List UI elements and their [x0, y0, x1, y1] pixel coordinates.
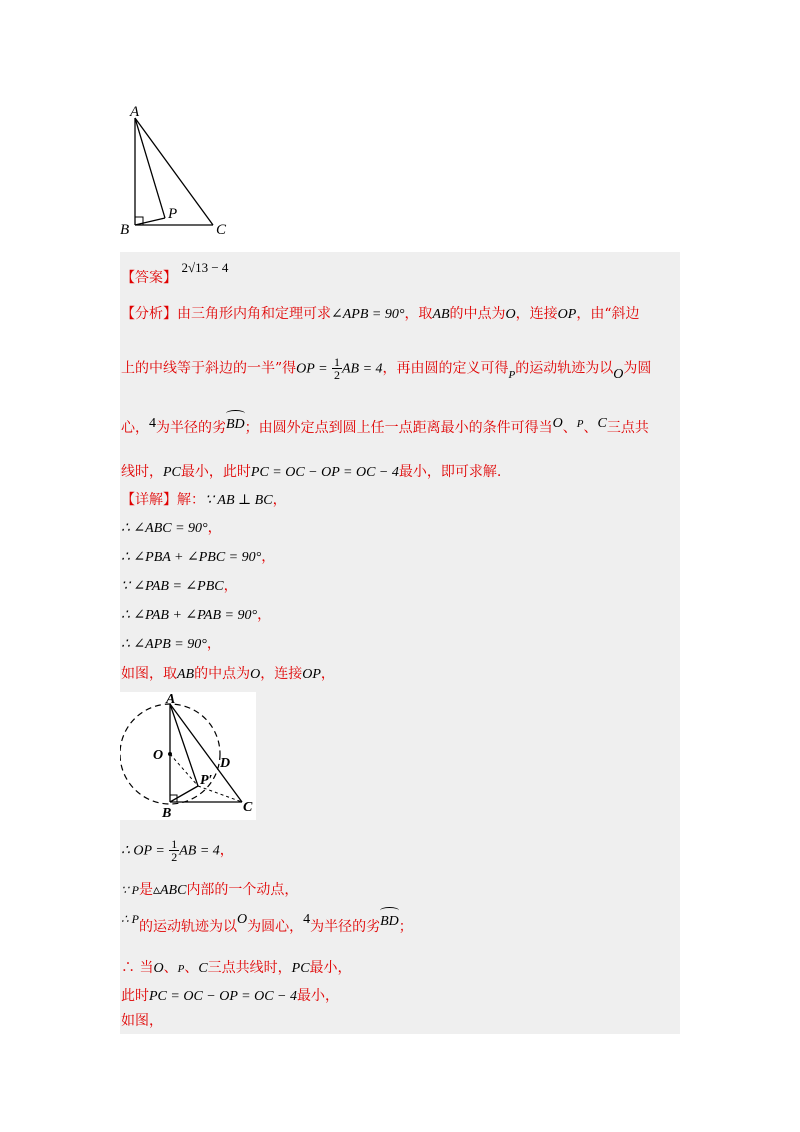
detail-line-1 — [121, 490, 287, 511]
math: ∴ ∠PBA + ∠PBC = 90° — [121, 550, 262, 565]
detail-line-12 — [121, 986, 339, 1007]
fraction — [332, 356, 342, 381]
analysis-text: 最小，即可求解. — [398, 464, 502, 480]
analysis-text: 三点共 — [606, 420, 649, 436]
analysis-tag: 【分析】 — [121, 306, 177, 322]
answer-line — [121, 260, 229, 286]
fraction-num: 1 — [171, 837, 178, 851]
math: C — [597, 416, 607, 431]
analysis-text: 最小，此时 — [180, 464, 251, 480]
detail-text: ； — [398, 919, 413, 935]
analysis-text: 由三角形内角和定理可求 — [177, 306, 331, 322]
label-a2: A — [166, 692, 176, 707]
detail-text: 内部的一个动点， — [186, 882, 299, 898]
detail-text: 的运动轨迹为以 — [138, 919, 237, 935]
math: PC = OC − OP = OC − 4 — [149, 989, 297, 1004]
detail-text: ，连接 — [260, 666, 303, 682]
label-c2: C — [243, 800, 253, 815]
answer-tag: 【答案】 — [121, 270, 177, 286]
detail-text: 为半径的劣 — [310, 919, 381, 935]
detail-line-5 — [121, 605, 271, 626]
math: ∴ ∠APB = 90° — [121, 637, 207, 652]
detail-tag: 【详解】 — [121, 492, 177, 508]
detail-line-6 — [121, 634, 221, 655]
math: ∴ ∠ABC = 90° — [121, 521, 208, 536]
detail-text: 的中点为 — [194, 666, 251, 682]
detail-line-2 — [121, 518, 222, 539]
detail-line-13 — [121, 1011, 163, 1031]
analysis-line-2 — [121, 356, 651, 381]
analysis-text: 为圆 — [623, 360, 652, 377]
detail-text: ∴ 当 — [121, 960, 154, 976]
math: ∴ ∠PAB + ∠PAB = 90° — [121, 608, 258, 623]
detail-text: ， — [207, 520, 222, 536]
math: O — [613, 366, 624, 382]
math: P — [177, 963, 185, 975]
detail-text: 如图， — [121, 1013, 163, 1029]
math: C — [198, 961, 208, 976]
analysis-text: ；由圆外定点到圆上任一点距离最小的条件可得当 — [244, 420, 553, 436]
detail-line-3 — [121, 547, 275, 568]
detail-line-7 — [121, 664, 335, 685]
detail-text: ， — [320, 666, 335, 682]
math: ∴ OP = — [121, 843, 165, 859]
fraction-den: 2 — [171, 850, 178, 864]
math: O — [236, 912, 248, 927]
triangle-figure — [112, 100, 242, 240]
analysis-text: 、 — [583, 420, 598, 436]
detail-text: 最小， — [309, 960, 352, 976]
analysis-text: 、 — [562, 420, 577, 436]
math: AB — [432, 307, 450, 322]
detail-text: 此时 — [121, 988, 149, 1004]
detail-line-10 — [121, 912, 413, 938]
detail-text: ， — [261, 549, 276, 565]
analysis-text: 为半径的劣 — [156, 420, 226, 436]
analysis-text: ，再由圆的定义可得 — [382, 360, 509, 377]
math: OP = — [296, 361, 328, 377]
label-c: C — [216, 222, 227, 238]
math: ∠APB = 90° — [331, 307, 405, 322]
fraction-num: 1 — [333, 355, 340, 369]
math: ∵ ∠PAB = ∠PBC — [121, 579, 224, 594]
analysis-line-4 — [121, 462, 501, 483]
analysis-text: ，连接 — [515, 306, 558, 322]
math: O — [250, 667, 261, 682]
answer-value: 2√13 − 4 — [181, 260, 229, 275]
math: AB = 4 — [179, 843, 220, 859]
analysis-text: ，取 — [404, 306, 433, 322]
analysis-text: 的中点为 — [449, 306, 506, 322]
analysis-text: 上的中线等于斜边的一半”得 — [121, 360, 297, 377]
analysis-text: 线时， — [121, 464, 163, 480]
math: ∵ AB ⊥ BC — [205, 493, 273, 508]
math: O — [153, 961, 164, 976]
label-b: B — [120, 222, 130, 238]
detail-text: ， — [272, 492, 287, 508]
math: OP — [302, 667, 321, 682]
math: O — [505, 307, 516, 322]
detail-line-8 — [121, 838, 234, 863]
detail-line-11 — [121, 958, 352, 979]
math: P — [508, 368, 516, 381]
detail-text: 是 — [138, 882, 153, 898]
math: P — [576, 418, 584, 430]
math: PC — [291, 961, 310, 976]
arc-math: BD — [380, 912, 399, 932]
math: ∵ P — [121, 883, 139, 897]
detail-text: 解： — [177, 492, 205, 508]
circle-figure — [120, 692, 256, 820]
detail-text: 如图，取 — [121, 666, 177, 682]
label-p2: P′ — [200, 773, 213, 788]
math: OP — [557, 307, 577, 322]
label-o: O — [153, 748, 164, 763]
detail-line-9 — [121, 880, 298, 901]
label-d: D — [220, 756, 231, 771]
detail-text: 为圆心， — [247, 919, 304, 935]
fraction — [169, 838, 179, 863]
label-b2: B — [162, 806, 172, 820]
label-a: A — [130, 104, 140, 120]
label-p: P — [168, 206, 178, 222]
analysis-text: 心， — [121, 420, 149, 436]
math: 4 — [303, 912, 311, 927]
analysis-text: 的运动轨迹为以 — [515, 360, 614, 377]
detail-text: 最小， — [296, 988, 339, 1004]
arc-math: BD — [226, 415, 245, 435]
math: PC — [163, 465, 181, 480]
analysis-line-3 — [121, 418, 649, 439]
detail-text: ， — [206, 636, 221, 652]
math: AB — [177, 667, 195, 682]
math: ∴ P — [121, 912, 139, 926]
math: ▵ABC — [152, 883, 187, 898]
detail-line-4 — [121, 576, 238, 597]
detail-text: 三点共线时， — [207, 960, 292, 976]
math: O — [552, 416, 563, 431]
detail-text: 、 — [163, 960, 178, 976]
detail-text: ， — [257, 607, 272, 623]
analysis-text: ，由“斜边 — [576, 306, 640, 322]
math: AB = 4 — [341, 361, 383, 377]
analysis-line-1 — [121, 304, 640, 325]
detail-text: ， — [223, 578, 238, 594]
detail-text: 、 — [184, 960, 199, 976]
detail-text: ， — [219, 842, 234, 859]
fraction-den: 2 — [333, 368, 340, 382]
math: 4 — [149, 416, 156, 431]
math: PC = OC − OP = OC − 4 — [250, 465, 399, 480]
